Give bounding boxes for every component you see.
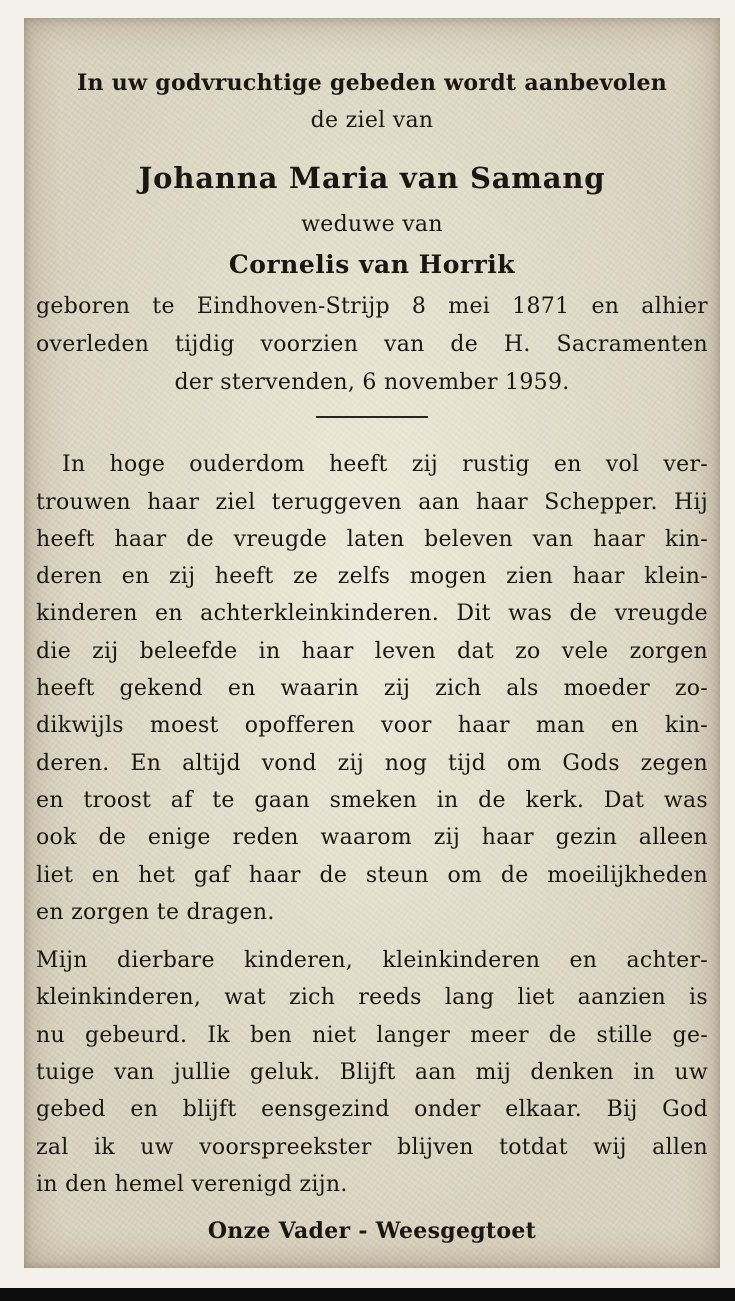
paragraph-2-line: zal ik uw voorspreekster blijven totdat wij allen bbox=[36, 1135, 708, 1160]
paragraph-1-line: deren en zij heeft ze zelfs mogen zien haar klein- bbox=[36, 564, 708, 589]
widow-of-label: weduwe van bbox=[301, 212, 443, 237]
paragraph-1-line: ook de enige reden waarom zij haar gezin alleen bbox=[36, 825, 708, 850]
paragraph-1-line: en troost af te gaan smeken in de kerk. Dat was bbox=[36, 788, 708, 813]
paragraph-1-line: die zij beleefde in haar leven dat zo vele zorgen bbox=[36, 639, 708, 664]
paragraph-1-line: en zorgen te dragen. bbox=[36, 900, 275, 925]
paragraph-1-line: dikwijls moest opofferen voor haar man en kin- bbox=[36, 713, 708, 738]
closing-prayer: Onze Vader - Weesgegtoet bbox=[207, 1218, 537, 1244]
paragraph-2-line: tuige van jullie geluk. Blijft aan mij denken in uw bbox=[36, 1060, 708, 1085]
paragraph-2-line: nu gebeurd. Ik ben niet langer meer de stille ge- bbox=[36, 1023, 708, 1048]
paragraph-1-line: heeft haar de vreugde laten beleven van haar kin- bbox=[36, 527, 708, 552]
intro-line-2: de ziel van bbox=[310, 108, 434, 133]
life-line-1: geboren te Eindhoven-Strijp 8 mei 1871 en alhier bbox=[36, 294, 708, 319]
divider-rule bbox=[316, 416, 428, 418]
life-line-2: overleden tijdig voorzien van de H. Sacramenten bbox=[36, 332, 708, 357]
memorial-card bbox=[24, 18, 720, 1268]
intro-line-1: In uw godvruchtige gebeden wordt aanbevolen bbox=[76, 70, 668, 96]
paragraph-1-line: liet en het gaf haar de steun om de moeilijkheden bbox=[36, 863, 708, 888]
life-line-3: der stervenden, 6 november 1959. bbox=[174, 370, 570, 395]
paragraph-1-line: trouwen haar ziel teruggeven aan haar Schepper. Hij bbox=[36, 490, 708, 515]
paragraph-2-line: kleinkinderen, wat zich reeds lang liet aanzien is bbox=[36, 985, 708, 1010]
paragraph-1-line: heeft gekend en waarin zij zich als moeder zo- bbox=[36, 676, 708, 701]
deceased-name: Johanna Maria van Samang bbox=[138, 161, 606, 195]
paragraph-1-line: kinderen en achterkleinkinderen. Dit was de vreugde bbox=[36, 601, 708, 626]
paragraph-2-line: gebed en blijft eensgezind onder elkaar. Bij God bbox=[36, 1097, 708, 1122]
paragraph-1-line: deren. En altijd vond zij nog tijd om Gods zegen bbox=[36, 751, 708, 776]
paragraph-1-line: In hoge ouderdom heeft zij rustig en vol ver- bbox=[62, 452, 708, 477]
paragraph-2-line: Mijn dierbare kinderen, kleinkinderen en achter- bbox=[36, 948, 708, 973]
spouse-name: Cornelis van Horrik bbox=[228, 250, 516, 279]
paragraph-2-line: in den hemel verenigd zijn. bbox=[36, 1172, 348, 1197]
